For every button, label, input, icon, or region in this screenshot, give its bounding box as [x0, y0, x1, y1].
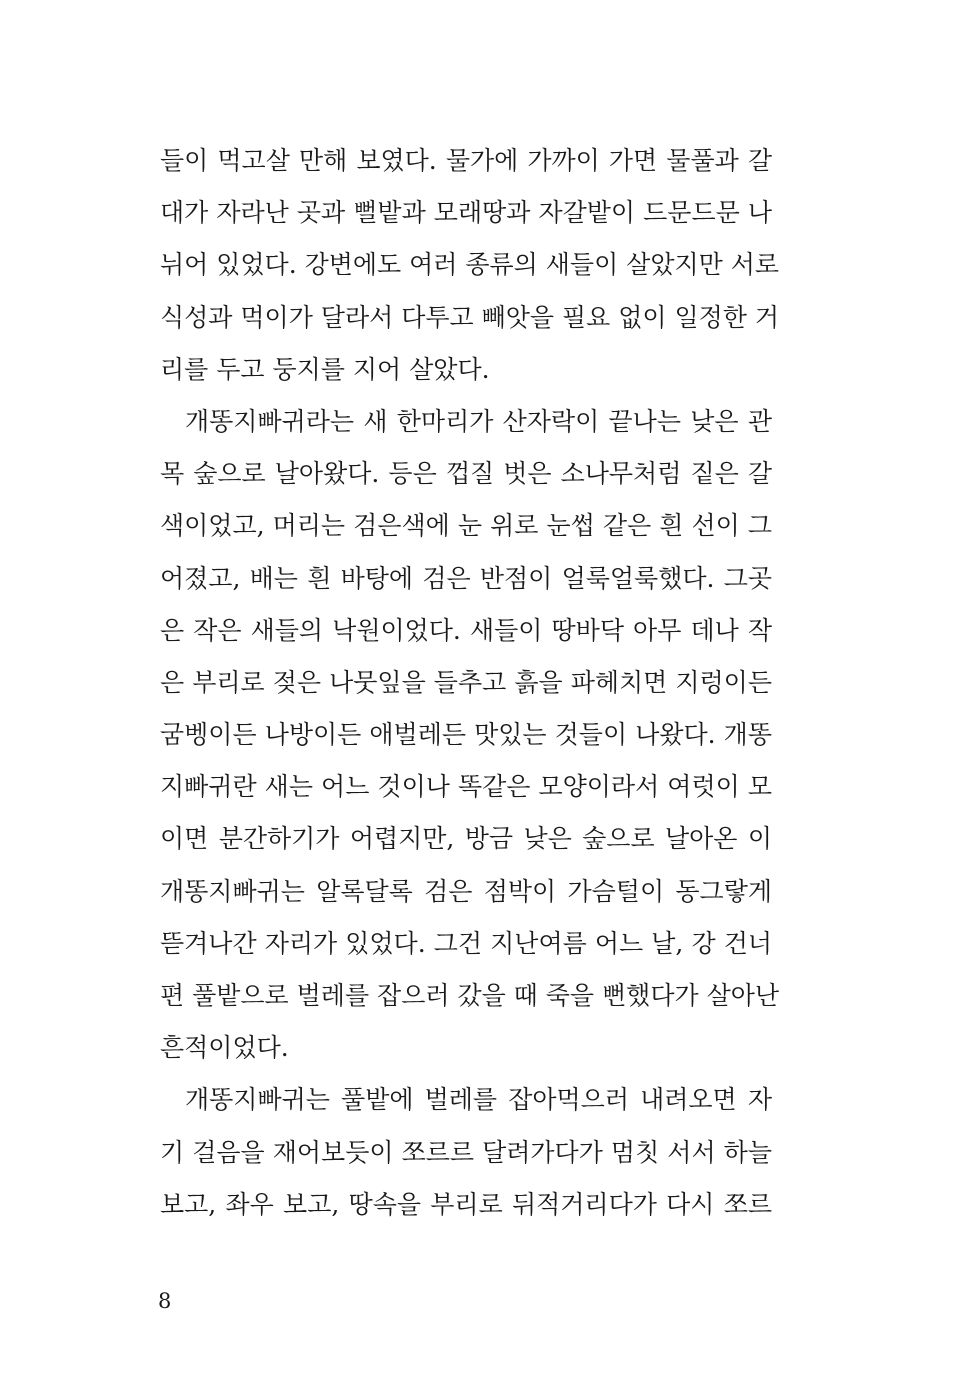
text-line: 리를 두고 둥지를 지어 살았다. [160, 354, 490, 384]
text-line: 보고, 좌우 보고, 땅속을 부리로 뒤적거리다가 다시 쪼르 [160, 1189, 772, 1219]
text-line: 뉘어 있었다. 강변에도 여러 종류의 새들이 살았지만 서로 [160, 250, 780, 280]
text-line: 흔적이었다. [160, 1033, 289, 1063]
text-line: 색이었고, 머리는 검은색에 눈 위로 눈썹 같은 흰 선이 그 [160, 511, 772, 541]
text-line: 개똥지빠귀라는 새 한마리가 산자락이 끝나는 낮은 관 [185, 406, 772, 436]
text-line: 기 걸음을 재어보듯이 쪼르르 달려가다가 멈칫 서서 하늘 [160, 1137, 772, 1167]
text-line: 은 작은 새들의 낙원이었다. 새들이 땅바닥 아무 데나 작 [160, 615, 772, 645]
text-line: 지빠귀란 새는 어느 것이나 똑같은 모양이라서 여럿이 모 [160, 772, 772, 802]
text-line: 개똥지빠귀는 풀밭에 벌레를 잡아먹으러 내려오면 자 [185, 1085, 772, 1115]
text-line: 이면 분간하기가 어렵지만, 방금 낮은 숲으로 날아온 이 [160, 824, 772, 854]
text-line: 들이 먹고살 만해 보였다. 물가에 가까이 가면 물풀과 갈 [160, 146, 772, 175]
text-line: 뜯겨나간 자리가 있었다. 그건 지난여름 어느 날, 강 건너 [160, 928, 772, 958]
text-line: 편 풀밭으로 벌레를 잡으러 갔을 때 죽을 뻔했다가 살아난 [160, 981, 780, 1010]
text-line: 굼벵이든 나방이든 애벌레든 맛있는 것들이 나왔다. 개똥 [160, 720, 772, 750]
text-line: 대가 자라난 곳과 뻘밭과 모래땅과 자갈밭이 드문드문 나 [160, 198, 772, 228]
text-line: 어졌고, 배는 흰 바탕에 검은 반점이 얼룩얼룩했다. 그곳 [160, 563, 772, 593]
page-number: 8 [158, 1289, 172, 1313]
text-line: 목 숲으로 날아왔다. 등은 껍질 벗은 소나무처럼 짙은 갈 [160, 459, 772, 489]
text-line: 은 부리로 젖은 나뭇잎을 들추고 흙을 파헤치면 지렁이든 [160, 667, 772, 697]
body-text [160, 135, 780, 1231]
text-line: 식성과 먹이가 달라서 다투고 빼앗을 필요 없이 일정한 거 [160, 302, 780, 332]
text-line: 개똥지빠귀는 알록달록 검은 점박이 가슴털이 동그랗게 [160, 876, 772, 906]
